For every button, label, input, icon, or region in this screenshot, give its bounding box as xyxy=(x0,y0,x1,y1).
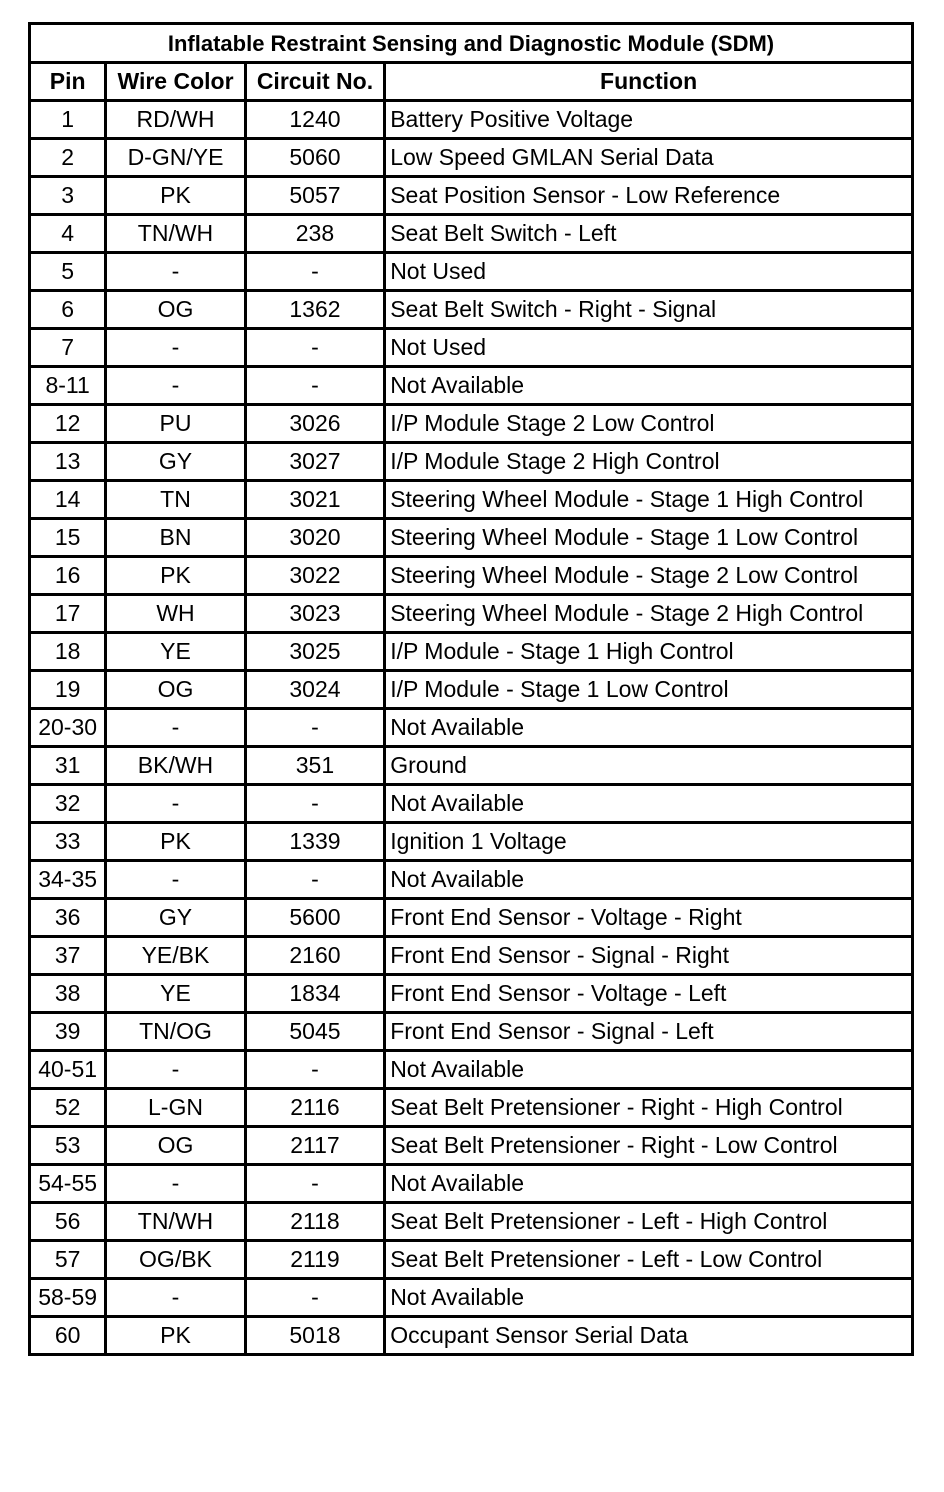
table-row xyxy=(30,861,913,899)
circuit-cell: - xyxy=(245,861,384,899)
circuit-cell: 5057 xyxy=(245,177,384,215)
table-row xyxy=(30,1051,913,1089)
pin-cell: 13 xyxy=(30,443,106,481)
function-cell: Not Available xyxy=(385,367,913,405)
wire-color-cell: - xyxy=(106,1279,245,1317)
function-cell: I/P Module Stage 2 High Control xyxy=(385,443,913,481)
table-row xyxy=(30,709,913,747)
pin-cell: 57 xyxy=(30,1241,106,1279)
function-cell: Front End Sensor - Signal - Left xyxy=(385,1013,913,1051)
wire-color-cell: PK xyxy=(106,177,245,215)
circuit-cell: 2119 xyxy=(245,1241,384,1279)
pin-cell: 16 xyxy=(30,557,106,595)
pin-cell: 54-55 xyxy=(30,1165,106,1203)
pin-cell: 14 xyxy=(30,481,106,519)
pin-cell: 8-11 xyxy=(30,367,106,405)
table-row xyxy=(30,101,913,139)
pin-cell: 37 xyxy=(30,937,106,975)
circuit-cell: - xyxy=(245,1165,384,1203)
table-row xyxy=(30,899,913,937)
table-row xyxy=(30,557,913,595)
circuit-cell: - xyxy=(245,785,384,823)
circuit-cell: - xyxy=(245,367,384,405)
pin-cell: 2 xyxy=(30,139,106,177)
table-row xyxy=(30,1317,913,1355)
circuit-cell: 5045 xyxy=(245,1013,384,1051)
wire-color-cell: PK xyxy=(106,1317,245,1355)
wire-color-cell: D-GN/YE xyxy=(106,139,245,177)
function-cell: Seat Belt Switch - Left xyxy=(385,215,913,253)
table-row xyxy=(30,405,913,443)
table-row xyxy=(30,1089,913,1127)
circuit-cell: 3026 xyxy=(245,405,384,443)
table-row xyxy=(30,1241,913,1279)
circuit-cell: - xyxy=(245,1051,384,1089)
function-cell: Front End Sensor - Signal - Right xyxy=(385,937,913,975)
function-cell: Seat Position Sensor - Low Reference xyxy=(385,177,913,215)
circuit-cell: 5060 xyxy=(245,139,384,177)
wire-color-cell: YE/BK xyxy=(106,937,245,975)
circuit-cell: - xyxy=(245,1279,384,1317)
wire-color-cell: PU xyxy=(106,405,245,443)
function-cell: Not Available xyxy=(385,709,913,747)
table-row xyxy=(30,1203,913,1241)
wire-color-cell: YE xyxy=(106,633,245,671)
function-cell: Not Available xyxy=(385,861,913,899)
circuit-cell: 2160 xyxy=(245,937,384,975)
circuit-cell: - xyxy=(245,253,384,291)
pin-cell: 38 xyxy=(30,975,106,1013)
wire-color-cell: WH xyxy=(106,595,245,633)
circuit-cell: 1339 xyxy=(245,823,384,861)
wire-color-cell: TN/OG xyxy=(106,1013,245,1051)
wire-color-cell: - xyxy=(106,253,245,291)
wire-color-cell: BN xyxy=(106,519,245,557)
function-cell: Front End Sensor - Voltage - Left xyxy=(385,975,913,1013)
function-cell: Not Available xyxy=(385,1165,913,1203)
pin-cell: 52 xyxy=(30,1089,106,1127)
circuit-cell: 2116 xyxy=(245,1089,384,1127)
wire-color-cell: YE xyxy=(106,975,245,1013)
function-cell: Seat Belt Switch - Right - Signal xyxy=(385,291,913,329)
table-row xyxy=(30,443,913,481)
pin-cell: 60 xyxy=(30,1317,106,1355)
circuit-cell: 3024 xyxy=(245,671,384,709)
pin-cell: 20-30 xyxy=(30,709,106,747)
header-circuit-no: Circuit No. xyxy=(245,63,384,101)
table-header-row xyxy=(30,63,913,101)
header-pin: Pin xyxy=(30,63,106,101)
wire-color-cell: TN/WH xyxy=(106,1203,245,1241)
wire-color-cell: - xyxy=(106,367,245,405)
circuit-cell: 5018 xyxy=(245,1317,384,1355)
table-title: Inflatable Restraint Sensing and Diagnostic Module (SDM) xyxy=(30,24,913,63)
wire-color-cell: OG xyxy=(106,1127,245,1165)
pin-cell: 56 xyxy=(30,1203,106,1241)
function-cell: Seat Belt Pretensioner - Left - High Control xyxy=(385,1203,913,1241)
circuit-cell: 351 xyxy=(245,747,384,785)
wire-color-cell: L-GN xyxy=(106,1089,245,1127)
function-cell: Front End Sensor - Voltage - Right xyxy=(385,899,913,937)
wire-color-cell: BK/WH xyxy=(106,747,245,785)
pin-cell: 5 xyxy=(30,253,106,291)
table-row xyxy=(30,633,913,671)
function-cell: Seat Belt Pretensioner - Right - Low Control xyxy=(385,1127,913,1165)
table-row xyxy=(30,367,913,405)
function-cell: Steering Wheel Module - Stage 1 Low Control xyxy=(385,519,913,557)
pin-cell: 19 xyxy=(30,671,106,709)
table-title-row xyxy=(30,24,913,63)
table-row xyxy=(30,215,913,253)
header-wire-color: Wire Color xyxy=(106,63,245,101)
table-row xyxy=(30,291,913,329)
circuit-cell: 3027 xyxy=(245,443,384,481)
pin-cell: 32 xyxy=(30,785,106,823)
table-row xyxy=(30,785,913,823)
wire-color-cell: TN/WH xyxy=(106,215,245,253)
pin-cell: 53 xyxy=(30,1127,106,1165)
table-body xyxy=(30,101,913,1355)
table-row xyxy=(30,519,913,557)
wire-color-cell: PK xyxy=(106,823,245,861)
circuit-cell: 3025 xyxy=(245,633,384,671)
table-row xyxy=(30,747,913,785)
circuit-cell: 2118 xyxy=(245,1203,384,1241)
table-row xyxy=(30,823,913,861)
table-row xyxy=(30,481,913,519)
circuit-cell: 3020 xyxy=(245,519,384,557)
function-cell: I/P Module - Stage 1 High Control xyxy=(385,633,913,671)
wire-color-cell: PK xyxy=(106,557,245,595)
pin-cell: 7 xyxy=(30,329,106,367)
function-cell: Occupant Sensor Serial Data xyxy=(385,1317,913,1355)
table-row xyxy=(30,671,913,709)
wire-color-cell: - xyxy=(106,329,245,367)
pin-cell: 34-35 xyxy=(30,861,106,899)
wire-color-cell: OG/BK xyxy=(106,1241,245,1279)
pin-cell: 17 xyxy=(30,595,106,633)
function-cell: Ignition 1 Voltage xyxy=(385,823,913,861)
function-cell: Not Available xyxy=(385,1051,913,1089)
pin-cell: 4 xyxy=(30,215,106,253)
circuit-cell: 1362 xyxy=(245,291,384,329)
wire-color-cell: OG xyxy=(106,291,245,329)
circuit-cell: 1240 xyxy=(245,101,384,139)
pin-cell: 31 xyxy=(30,747,106,785)
header-function: Function xyxy=(385,63,913,101)
wire-color-cell: - xyxy=(106,785,245,823)
pin-cell: 58-59 xyxy=(30,1279,106,1317)
pin-cell: 33 xyxy=(30,823,106,861)
function-cell: Ground xyxy=(385,747,913,785)
pin-cell: 36 xyxy=(30,899,106,937)
wire-color-cell: - xyxy=(106,709,245,747)
function-cell: I/P Module - Stage 1 Low Control xyxy=(385,671,913,709)
table-row xyxy=(30,937,913,975)
table-row xyxy=(30,177,913,215)
sdm-connector-table xyxy=(28,22,914,1356)
wire-color-cell: - xyxy=(106,1051,245,1089)
function-cell: Battery Positive Voltage xyxy=(385,101,913,139)
wire-color-cell: GY xyxy=(106,899,245,937)
function-cell: Not Used xyxy=(385,329,913,367)
pin-cell: 1 xyxy=(30,101,106,139)
circuit-cell: 1834 xyxy=(245,975,384,1013)
pin-cell: 12 xyxy=(30,405,106,443)
pin-cell: 18 xyxy=(30,633,106,671)
function-cell: I/P Module Stage 2 Low Control xyxy=(385,405,913,443)
function-cell: Not Available xyxy=(385,785,913,823)
function-cell: Not Used xyxy=(385,253,913,291)
table-row xyxy=(30,253,913,291)
circuit-cell: - xyxy=(245,329,384,367)
circuit-cell: 238 xyxy=(245,215,384,253)
wire-color-cell: RD/WH xyxy=(106,101,245,139)
circuit-cell: 2117 xyxy=(245,1127,384,1165)
table-row xyxy=(30,1127,913,1165)
wire-color-cell: GY xyxy=(106,443,245,481)
circuit-cell: 5600 xyxy=(245,899,384,937)
pin-cell: 39 xyxy=(30,1013,106,1051)
pin-cell: 15 xyxy=(30,519,106,557)
circuit-cell: 3021 xyxy=(245,481,384,519)
wire-color-cell: - xyxy=(106,1165,245,1203)
function-cell: Steering Wheel Module - Stage 2 High Control xyxy=(385,595,913,633)
table-row xyxy=(30,139,913,177)
circuit-cell: 3022 xyxy=(245,557,384,595)
table-row xyxy=(30,329,913,367)
table-row xyxy=(30,1279,913,1317)
function-cell: Low Speed GMLAN Serial Data xyxy=(385,139,913,177)
circuit-cell: - xyxy=(245,709,384,747)
table-row xyxy=(30,595,913,633)
table-row xyxy=(30,975,913,1013)
pin-cell: 3 xyxy=(30,177,106,215)
function-cell: Steering Wheel Module - Stage 1 High Control xyxy=(385,481,913,519)
circuit-cell: 3023 xyxy=(245,595,384,633)
wire-color-cell: OG xyxy=(106,671,245,709)
pin-cell: 40-51 xyxy=(30,1051,106,1089)
function-cell: Seat Belt Pretensioner - Left - Low Control xyxy=(385,1241,913,1279)
table-row xyxy=(30,1013,913,1051)
wire-color-cell: TN xyxy=(106,481,245,519)
function-cell: Not Available xyxy=(385,1279,913,1317)
table-row xyxy=(30,1165,913,1203)
pin-cell: 6 xyxy=(30,291,106,329)
wire-color-cell: - xyxy=(106,861,245,899)
function-cell: Steering Wheel Module - Stage 2 Low Control xyxy=(385,557,913,595)
function-cell: Seat Belt Pretensioner - Right - High Control xyxy=(385,1089,913,1127)
